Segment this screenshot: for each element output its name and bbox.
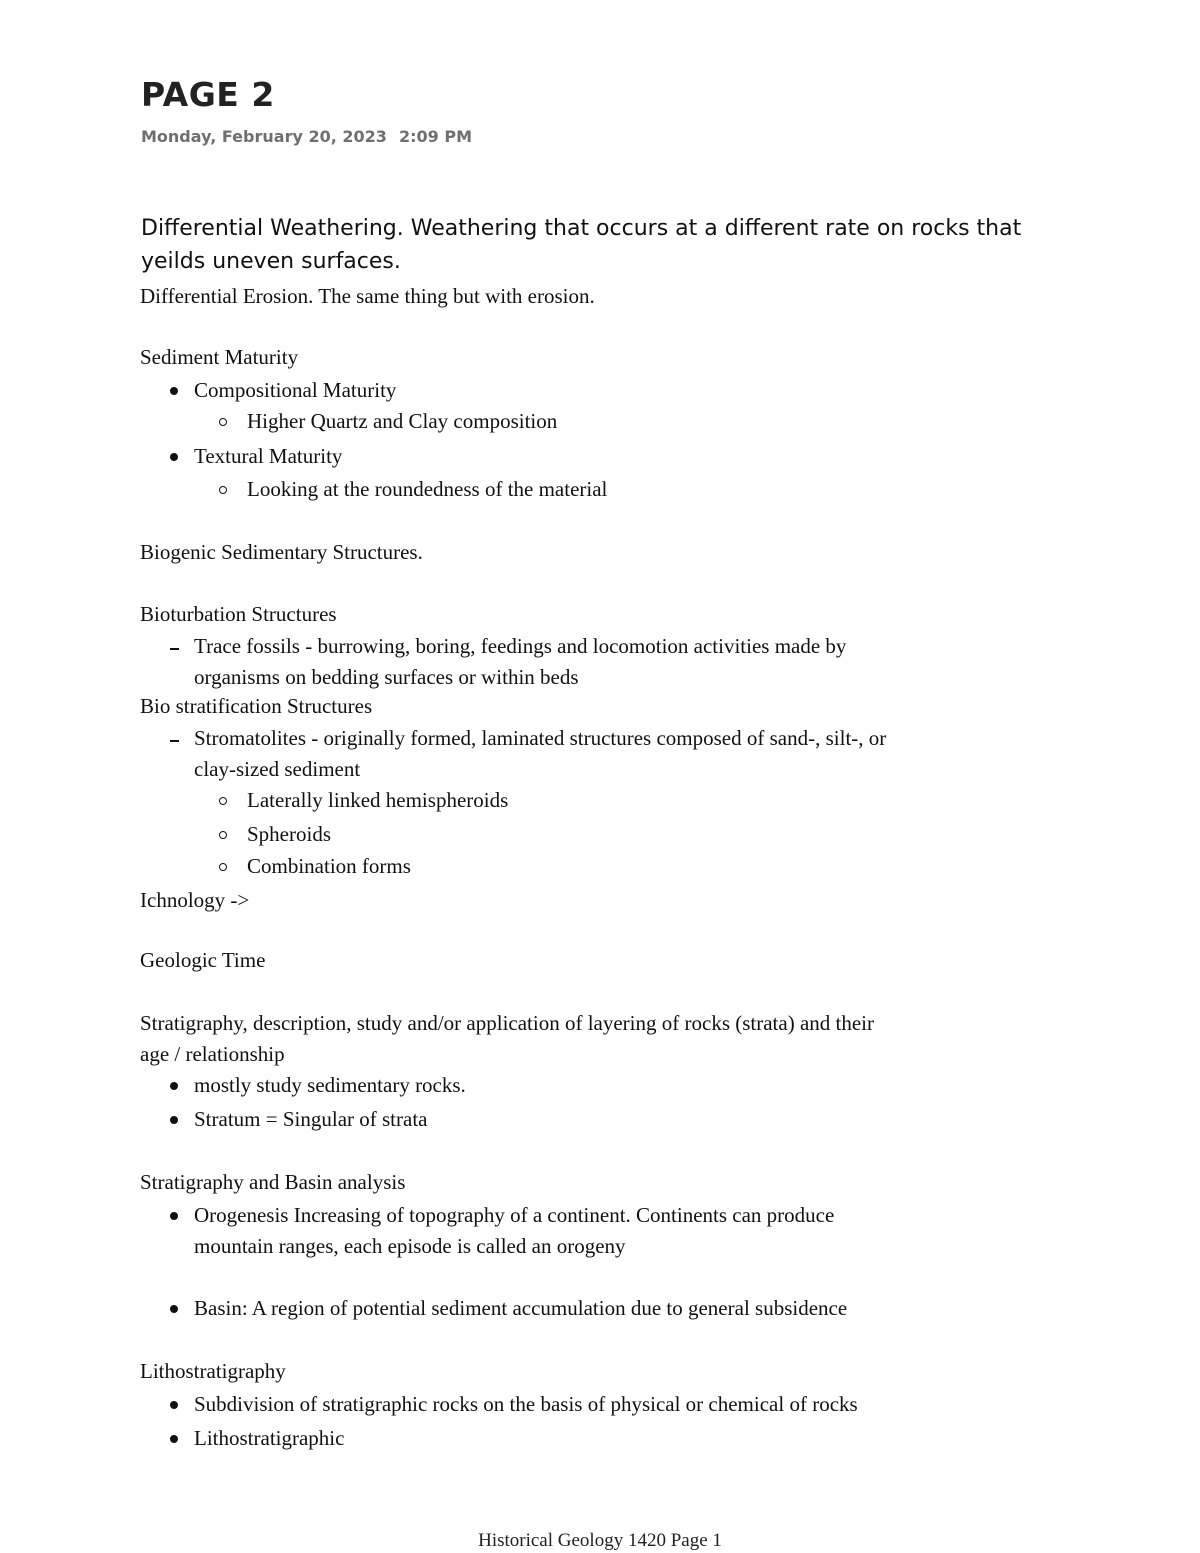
dash-bullet-icon <box>170 740 179 742</box>
note-time: 2:09 PM <box>399 127 473 146</box>
circle-bullet-icon <box>219 863 227 871</box>
circle-bullet-icon <box>219 797 227 805</box>
bullet-icon <box>170 1435 178 1443</box>
diff-weathering-line-1: Differential Weathering. Weathering that occurs at a different rate on rocks that <box>141 216 1022 241</box>
stratigraphy-line-1: Stratigraphy, description, study and/or application of layering of rocks (strata) and their <box>140 1011 875 1035</box>
list-item-sedimentary: mostly study sedimentary rocks. <box>194 1073 466 1097</box>
list-item-stromatolites-cont: clay-sized sediment <box>194 757 361 781</box>
list-item-subdivision: Subdivision of stratigraphic rocks on the basis of physical or chemical of rocks <box>194 1392 858 1416</box>
diff-weathering-line-2: yeilds uneven surfaces. <box>141 249 401 274</box>
list-item-stratum: Stratum = Singular of strata <box>194 1107 428 1131</box>
list-subitem-textural: Looking at the roundedness of the material <box>247 477 608 501</box>
list-item-trace-fossils-cont: organisms on bedding surfaces or within beds <box>194 665 579 689</box>
heading-geologic-time: Geologic Time <box>140 948 266 972</box>
bullet-icon <box>170 1116 178 1124</box>
circle-bullet-icon <box>219 486 227 494</box>
heading-bioturbation: Bioturbation Structures <box>140 602 337 626</box>
list-item-orogenesis-cont: mountain ranges, each episode is called an orogeny <box>194 1234 626 1258</box>
list-subitem-compositional: Higher Quartz and Clay composition <box>247 409 558 433</box>
heading-biostratification: Bio stratification Structures <box>140 694 373 718</box>
list-subitem-spheroids: Spheroids <box>247 822 331 846</box>
page-title: PAGE 2 <box>141 75 275 114</box>
heading-basin-analysis: Stratigraphy and Basin analysis <box>140 1170 406 1194</box>
heading-biogenic: Biogenic Sedimentary Structures. <box>140 540 423 564</box>
list-item-orogenesis: Orogenesis Increasing of topography of a continent. Continents can produce <box>194 1203 835 1227</box>
heading-sediment-maturity: Sediment Maturity <box>140 345 299 369</box>
list-subitem-combination: Combination forms <box>247 854 411 878</box>
page-footer: Historical Geology 1420 Page 1 <box>478 1530 722 1551</box>
list-item-stromatolites: Stromatolites - originally formed, laminated structures composed of sand-, silt-, or <box>194 726 887 750</box>
list-item-compositional: Compositional Maturity <box>194 378 397 402</box>
list-item-basin: Basin: A region of potential sediment accumulation due to general subsidence <box>194 1296 848 1320</box>
heading-lithostratigraphy: Lithostratigraphy <box>140 1359 286 1383</box>
note-date: Monday, February 20, 2023 <box>141 127 387 146</box>
list-item-trace-fossils: Trace fossils - burrowing, boring, feedings and locomotion activities made by <box>194 634 847 658</box>
bullet-icon <box>170 1305 178 1313</box>
list-subitem-laterally-linked: Laterally linked hemispheroids <box>247 788 509 812</box>
heading-ichnology: Ichnology -> <box>140 888 250 912</box>
bullet-icon <box>170 1401 178 1409</box>
circle-bullet-icon <box>219 418 227 426</box>
circle-bullet-icon <box>219 831 227 839</box>
bullet-icon <box>170 387 178 395</box>
bullet-icon <box>170 453 178 461</box>
list-item-textural: Textural Maturity <box>194 444 343 468</box>
dash-bullet-icon <box>170 648 179 650</box>
list-item-lithostratigraphic: Lithostratigraphic <box>194 1426 345 1450</box>
bullet-icon <box>170 1082 178 1090</box>
bullet-icon <box>170 1212 178 1220</box>
diff-erosion-line: Differential Erosion. The same thing but with erosion. <box>140 284 595 308</box>
stratigraphy-line-2: age / relationship <box>140 1042 285 1066</box>
